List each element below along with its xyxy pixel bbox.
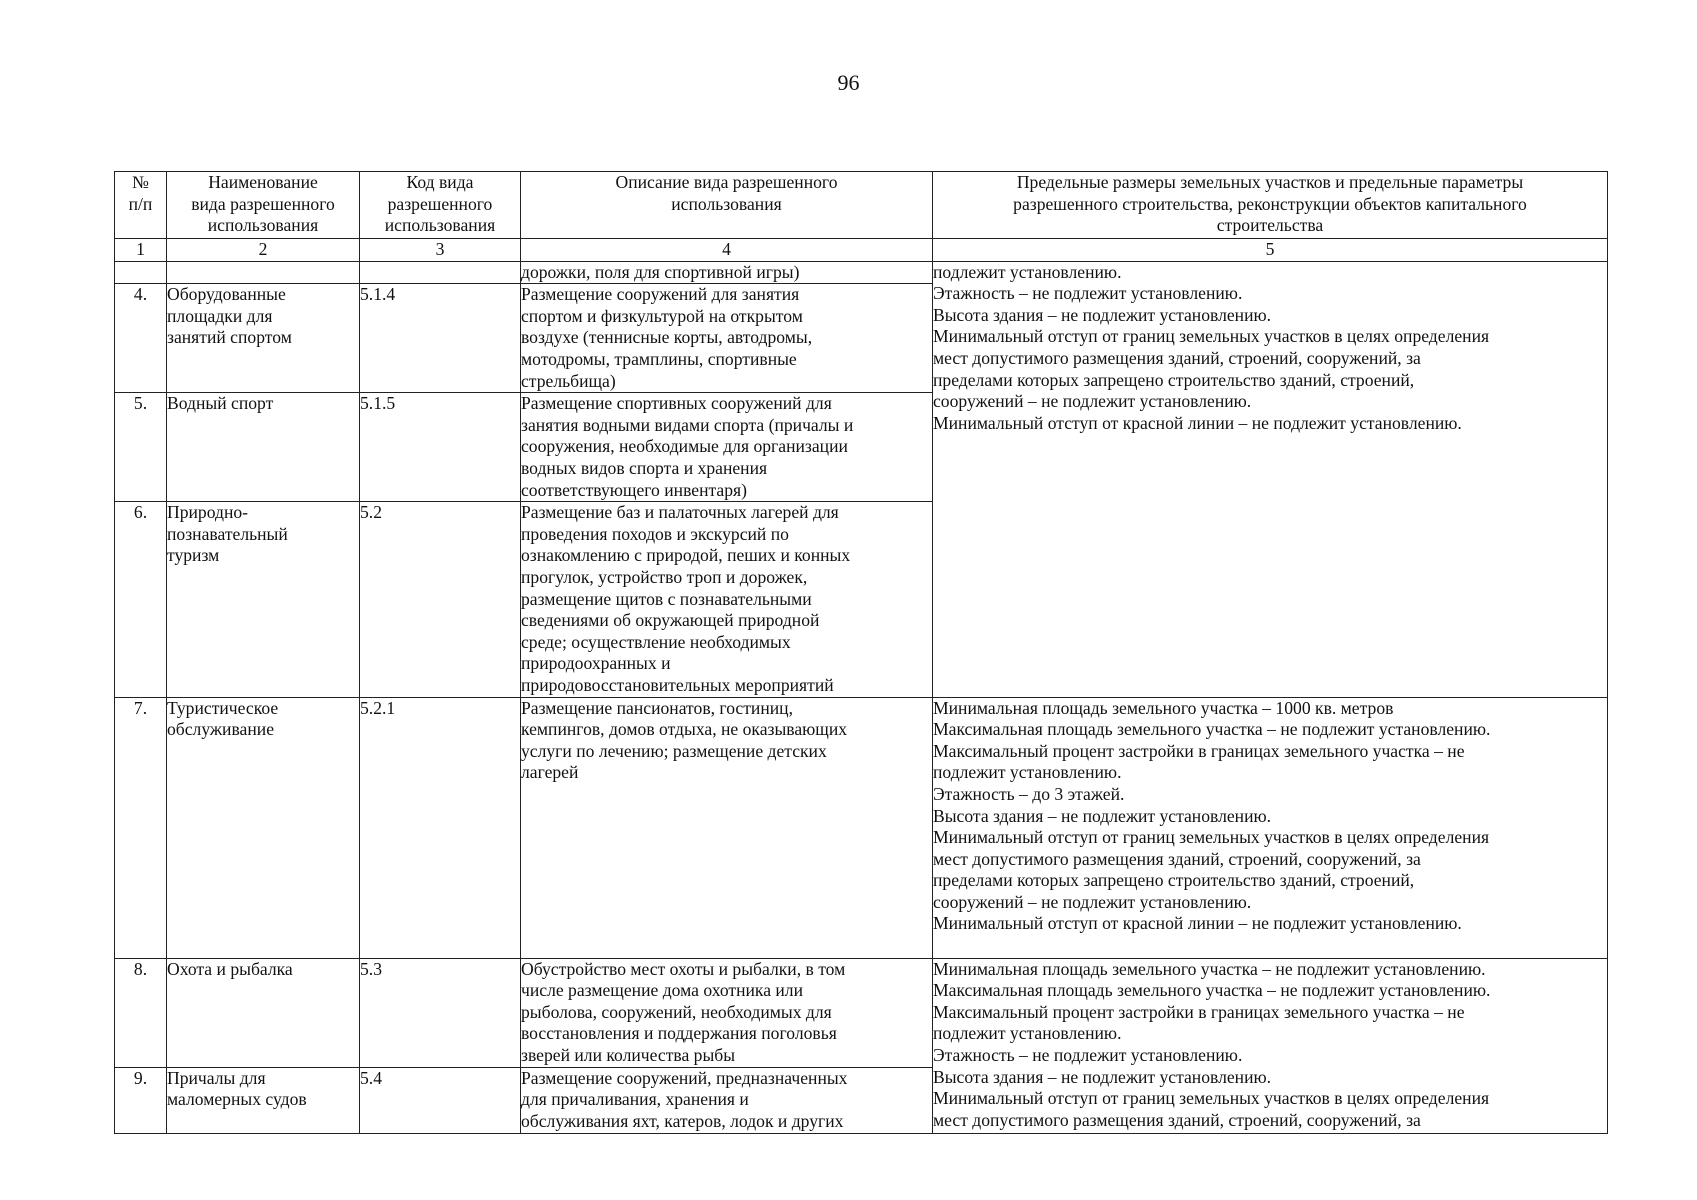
parameters-cell [933,697,1608,958]
text-line: мест допустимого размещения зданий, строений, сооружений, за [933,347,1421,368]
column-number: 3 [360,239,521,262]
text-line: Наименование [208,172,318,192]
row-description [521,958,933,1067]
text-line: Оборудованные [167,284,286,305]
row-name [167,502,360,697]
text-line: среде; осуществление необходимых [521,631,791,652]
text-line: Размещение спортивных сооружений для [521,393,832,414]
row-number: 5. [115,393,167,502]
row-description [521,502,933,697]
text-line: Охота и рыбалка [167,958,293,979]
row-name [167,393,360,502]
table-row [115,958,1608,1067]
text-line: № [132,172,149,192]
text-line: Этажность – не подлежит установлению. [933,1044,1243,1065]
text-line: Описание вида разрешенного [615,172,838,192]
text-line: Обустройство мест охоты и рыбалки, в том [521,958,846,979]
land-use-table [114,171,1608,1134]
text-line: спортом и физкультурой на открытом [521,305,803,326]
text-line: Код вида [406,172,474,192]
header-description [521,172,933,239]
text-line: Максимальная площадь земельного участка – не подлежит установлению. [933,980,1491,1001]
text-line: сведениями об окружающей природной [521,610,820,631]
header-parameters [933,172,1608,239]
header-code [360,172,521,239]
text-line: использования [671,193,782,214]
text-line: Высота здания – не подлежит установлению. [933,304,1272,325]
text-line: Минимальный отступ от красной линии – не подлежит установлению. [933,412,1462,433]
text-line: природовосстановительных мероприятий [521,674,834,695]
text-line: разрешенного [387,193,493,214]
column-number-row [115,239,1608,262]
continuation-row [115,261,1608,284]
row-code: 5.1.4 [360,284,521,393]
row-number-cell [115,261,167,284]
row-code: 5.2 [360,502,521,697]
text-line: занятия водными видами спорта (причалы и [521,414,854,435]
row-code: 5.4 [360,1067,521,1133]
column-number: 2 [167,239,360,262]
table-row [115,697,1608,958]
row-number: 7. [115,697,167,958]
text-line: Минимальный отступ от границ земельных участков в целях определения [933,827,1490,848]
text-line: мест допустимого размещения зданий, строений, сооружений, за [933,848,1421,869]
text-line: Водный спорт [167,393,274,414]
row-description [521,1067,933,1133]
row-name [167,697,360,958]
text-line: сооружения, необходимые для организации [521,436,848,457]
text-line: Предельные размеры земельных участков и предельные параметры [1016,172,1524,192]
text-line: для причаливания, хранения и [521,1089,749,1110]
row-code: 5.3 [360,958,521,1067]
row-number: 8. [115,958,167,1067]
text-line: подлежит установлению. [933,261,1122,282]
text-line: мотодромы, трамплины, спортивные [521,348,797,369]
text-line: Минимальный отступ от границ земельных участков в целях определения [933,1088,1490,1109]
text-line: воздухе (теннисные корты, автодромы, [521,327,813,348]
text-line: разрешенного строительства, реконструкции объектов капитального [1013,193,1527,214]
text-line: познавательный [167,523,288,544]
text-line: Туристическое [167,697,279,718]
text-line: вида разрешенного [191,193,335,214]
text-line: Этажность – до 3 этажей. [933,783,1125,804]
row-description [521,284,933,393]
text-line: услуги по лечению; размещение детских [521,740,827,761]
text-line: Минимальная площадь земельного участка – не подлежит установлению. [933,958,1486,979]
text-line: сооружений – не подлежит установлению. [933,891,1252,912]
row-name [167,284,360,393]
text-line: Размещение сооружений, предназначенных [521,1067,848,1088]
parameters-cell [933,958,1608,1133]
row-number: 9. [115,1067,167,1133]
page-number: 96 [837,70,860,95]
text-line: Этажность – не подлежит установлению. [933,283,1243,304]
text-line: пределами которых запрещено строительство зданий, строений, [933,870,1415,891]
text-line: дорожки, поля для спортивной игры) [521,261,800,282]
text-line: стрельбища) [521,370,616,391]
text-line: п/п [128,193,153,214]
text-line: прогулок, устройство троп и дорожек, [521,566,808,587]
text-line: Причалы для [167,1067,266,1088]
text-line: ознакомлению с природой, пеших и конных [521,545,851,566]
header-row [115,172,1608,239]
text-line: числе размещение дома охотника или [521,980,804,1001]
text-line: подлежит установлению. [933,1023,1122,1044]
text-line: Максимальный процент застройки в границах земельного участка – не [933,1001,1465,1022]
text-line: Природно- [167,502,249,523]
row-description [521,697,933,958]
row-number: 6. [115,502,167,697]
text-line: площадки для [167,305,273,326]
row-description [521,393,933,502]
text-line: мест допустимого размещения зданий, строений, сооружений, за [933,1109,1421,1130]
text-line: соответствующего инвентаря) [521,479,747,500]
column-number: 5 [933,239,1608,262]
text-line: занятий спортом [167,327,292,348]
text-line: Минимальная площадь земельного участка – 1000 кв. метров [933,697,1394,718]
text-line: Высота здания – не подлежит установлению. [933,1066,1272,1087]
text-line: подлежит установлению. [933,762,1122,783]
row-name [167,1067,360,1133]
parameters-cell [933,261,1608,697]
text-line: проведения походов и экскурсий по [521,523,789,544]
row-code: 5.1.5 [360,393,521,502]
text-line: обслуживания яхт, катеров, лодок и других [521,1110,844,1131]
row-name-cell [167,261,360,284]
text-line: обслуживание [167,719,274,740]
text-line: кемпингов, домов отдыха, не оказывающих [521,719,848,740]
text-line: Минимальный отступ от красной линии – не подлежит установлению. [933,913,1462,934]
text-line: Высота здания – не подлежит установлению. [933,805,1272,826]
text-line: природоохранных и [521,653,671,674]
text-line: туризм [167,545,220,566]
row-code-cell [360,261,521,284]
text-line: использования [384,215,496,236]
text-line: Размещение пансионатов, гостиниц, [521,697,793,718]
row-code: 5.2.1 [360,697,521,958]
text-line: Размещение баз и палаточных лагерей для [521,502,839,523]
text-line: водных видов спорта и хранения [521,457,768,478]
text-line: зверей или количества рыбы [521,1044,736,1065]
text-line: Максимальный процент застройки в границах земельного участка – не [933,740,1465,761]
header-name [167,172,360,239]
text-line: восстановления и поддержания поголовья [521,1023,837,1044]
row-name [167,958,360,1067]
text-line: использования [207,215,319,236]
text-line: рыболова, сооружений, необходимых для [521,1001,832,1022]
text-line: маломерных судов [167,1089,307,1110]
column-number: 4 [521,239,933,262]
text-line: пределами которых запрещено строительство зданий, строений, [933,369,1415,390]
header-number [115,172,167,239]
text-line: Максимальная площадь земельного участка – не подлежит установлению. [933,719,1491,740]
text-line: Размещение сооружений для занятия [521,284,800,305]
text-line: размещение щитов с познавательными [521,588,812,609]
row-number: 4. [115,284,167,393]
text-line: Минимальный отступ от границ земельных участков в целях определения [933,326,1490,347]
text-line: лагерей [521,762,579,783]
column-number: 1 [115,239,167,262]
row-description-cell [521,261,933,284]
text-line: строительства [1216,215,1324,236]
text-line: сооружений – не подлежит установлению. [933,391,1252,412]
